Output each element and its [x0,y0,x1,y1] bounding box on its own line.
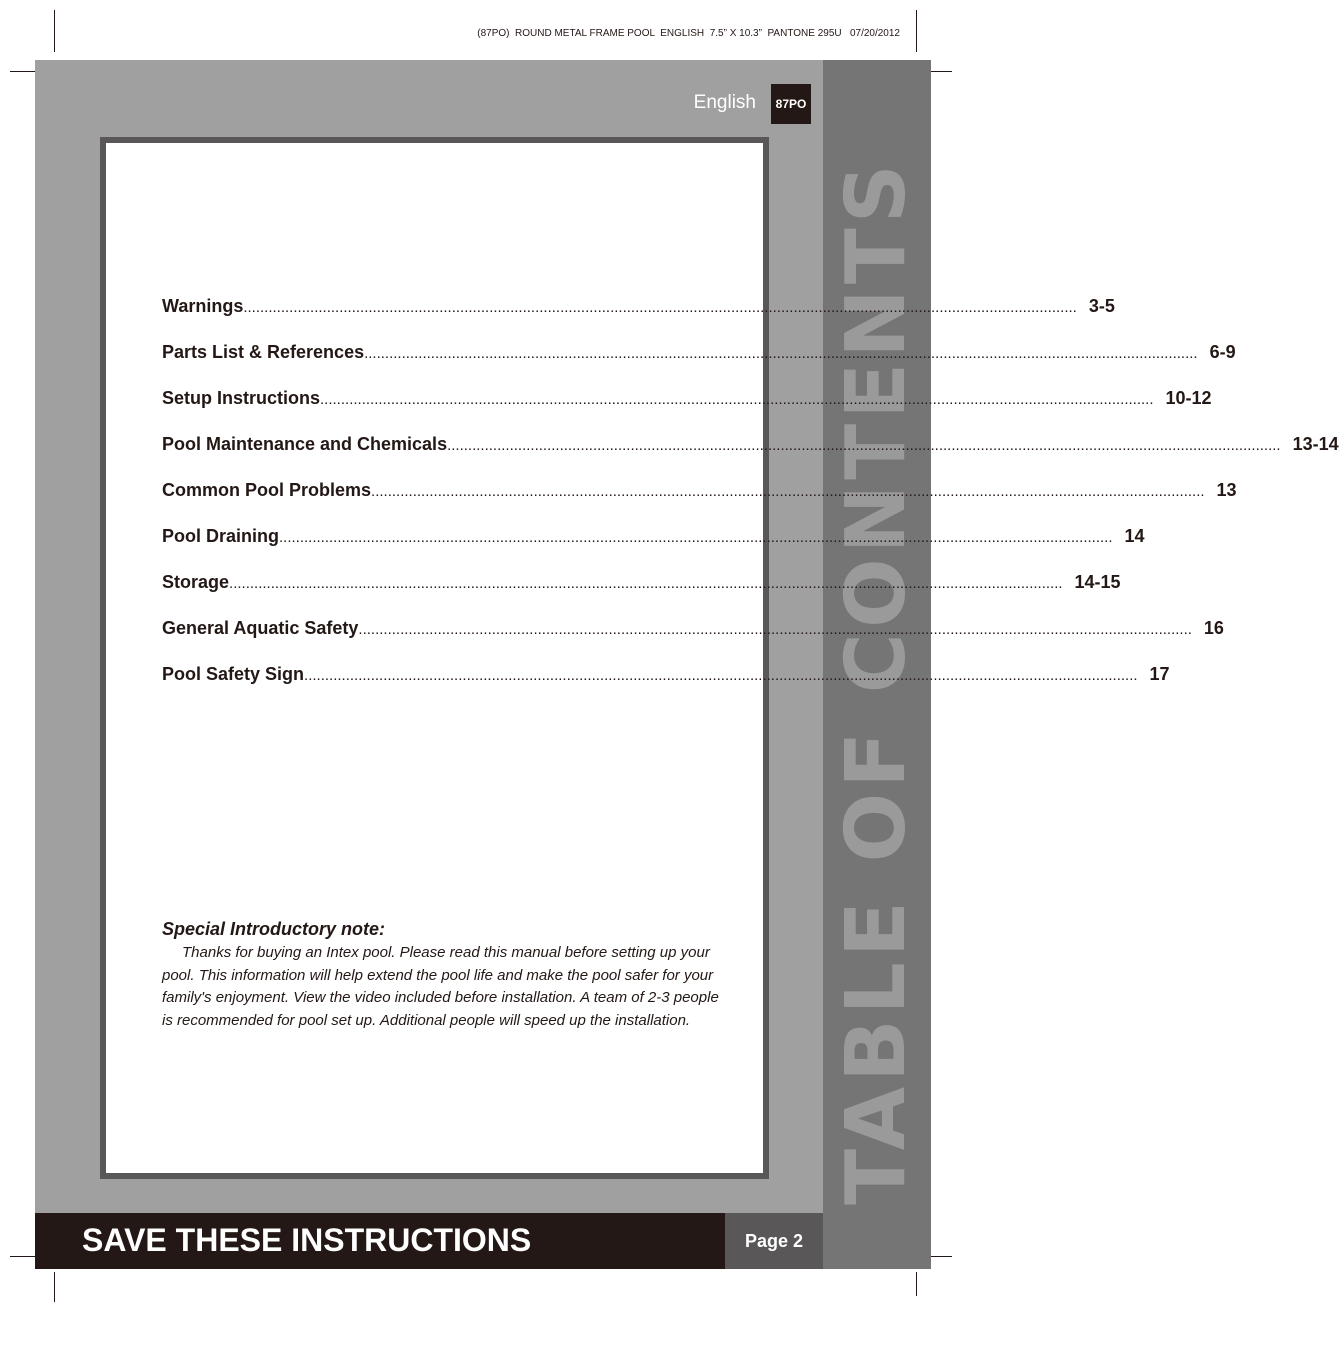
toc-entry[interactable] [162,526,1145,572]
crop-mark [916,1272,917,1296]
toc-entry[interactable] [162,434,1339,480]
toc-entry-page: 16 [1203,618,1224,638]
toc-leader-dots: ........................................................................................................................................................................................................ [320,391,1154,408]
table-of-contents [162,296,1339,710]
print-header: (87PO) ROUND METAL FRAME POOL ENGLISH 7.5” X 10.3” PANTONE 295U 07/20/2012 [477,28,900,39]
toc-entry-title: Pool Draining [162,526,279,546]
footer-bar [35,1213,725,1269]
toc-leader-dots: ........................................................................................................................................................................................................ [279,529,1113,546]
toc-entry-page: 13 [1216,480,1237,500]
save-instructions-banner: SAVE THESE INSTRUCTIONS [82,1222,532,1258]
toc-entry[interactable] [162,296,1115,342]
crop-mark [54,10,55,52]
toc-leader-dots: ........................................................................................................................................................................................................ [371,483,1205,500]
toc-entry-title: Common Pool Problems [162,480,372,500]
introductory-note [162,919,722,1032]
toc-entry-title: Warnings [162,296,244,316]
crop-mark [930,1256,952,1257]
toc-entry-page: 14-15 [1074,572,1121,592]
toc-entry-title: Pool Safety Sign [162,664,305,684]
toc-leader-dots: ........................................................................................................................................................................................................ [358,621,1192,638]
toc-entry-page: 3-5 [1088,296,1115,316]
toc-entry-page: 10-12 [1165,388,1212,408]
toc-entry-title: Setup Instructions [162,388,321,408]
toc-entry-page: 14 [1124,526,1145,546]
note-heading: Special Introductory note: [162,919,386,939]
toc-leader-dots: ........................................................................................................................................................................................................ [304,667,1138,684]
crop-mark [10,1256,36,1257]
language-label: English [693,92,756,113]
toc-leader-dots: ........................................................................................................................................................................................................ [364,345,1198,362]
toc-entry[interactable] [162,664,1170,710]
toc-entry-title: Parts List & References [162,342,365,362]
toc-entry-title: Storage [162,572,230,592]
toc-entry-title: General Aquatic Safety [162,618,359,638]
toc-entry-title: Pool Maintenance and Chemicals [162,434,448,454]
note-body: Thanks for buying an Intex pool. Please read this manual before setting up your pool. This information will help extend the pool life and make the pool safer for your family's enjoyment. View the video included before installation. A team of 2-3 people is recommended for pool set up. Additional people will speed up the installation. [162,944,719,1029]
toc-leader-dots: ........................................................................................................................................................................................................ [243,299,1077,316]
crop-mark [930,71,952,72]
toc-leader-dots: ........................................................................................................................................................................................................ [229,575,1063,592]
side-panel [823,60,931,1269]
toc-leader-dots: ........................................................................................................................................................................................................ [447,437,1281,454]
crop-mark [54,1272,55,1302]
toc-entry-page: 6-9 [1209,342,1236,362]
toc-entry[interactable] [162,388,1212,434]
page-number-label: Page 2 [725,1213,823,1269]
crop-mark [10,71,36,72]
toc-entry[interactable] [162,618,1224,664]
toc-entry[interactable] [162,480,1237,526]
toc-entry[interactable] [162,572,1121,618]
language-code-badge: 87PO [771,84,811,124]
toc-entry-page: 17 [1149,664,1170,684]
toc-entry-page: 13-14 [1292,434,1339,454]
toc-entry[interactable] [162,342,1236,388]
side-title: TABLE OF CONTENTS [829,159,924,1205]
crop-mark [916,10,917,52]
